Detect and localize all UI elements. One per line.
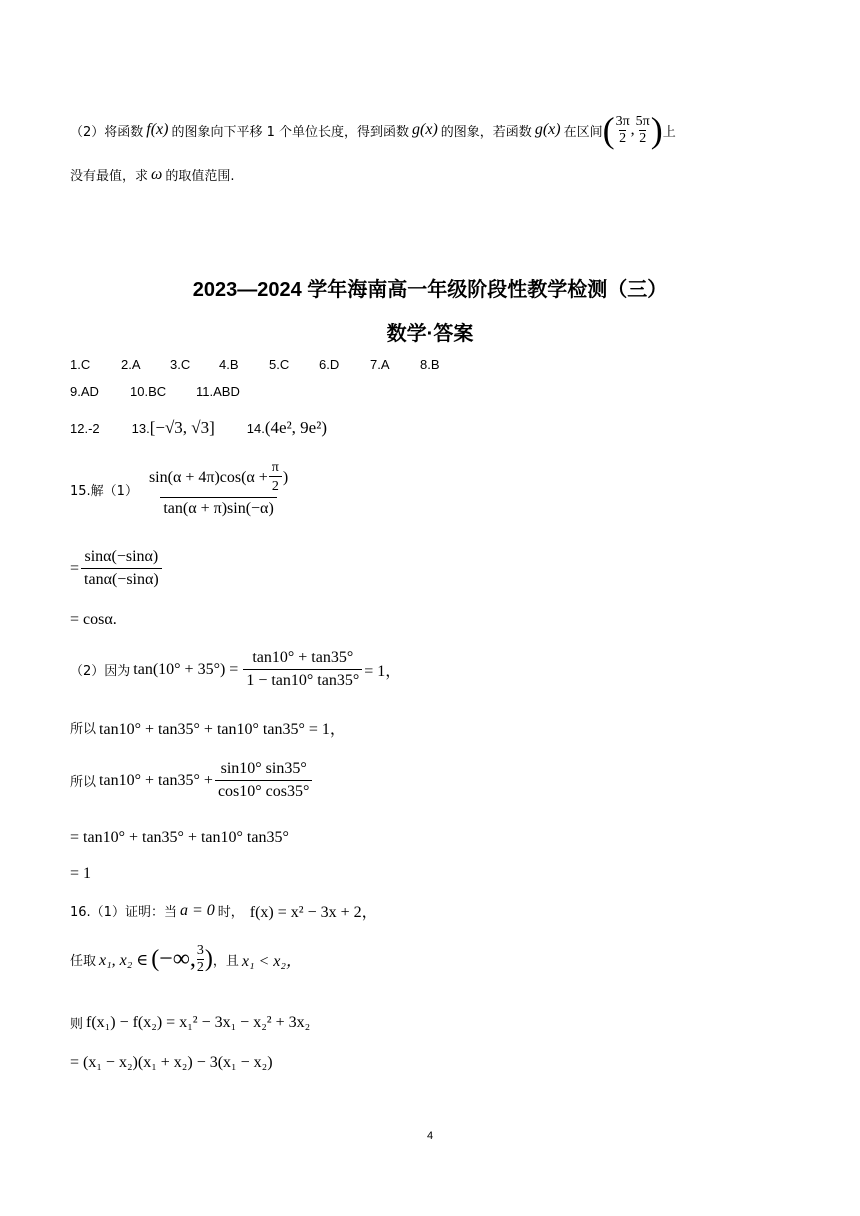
page-title: 2023—2024 学年海南高一年级阶段性教学检测（三） [192,279,668,301]
numerator-text: sin(α + 4π)cos(α + [148,468,268,486]
answer-item: 3.C [170,357,191,372]
solution-16-label: 16.（1）证明：当 [70,905,177,920]
q2-text-1: （2）将函数 [70,124,144,140]
page-number: 4 [426,1130,434,1142]
numerator-close: ) [282,468,289,486]
interval-lower-den: 2 [619,130,627,146]
answer-14-value: (4e², 9e²) [264,418,327,437]
omega-symbol: ω [151,165,163,183]
so2-fraction [215,760,312,801]
so2-expression: tan10° + tan35° + [99,771,213,789]
problem-2-line2 [70,165,234,184]
solution-15-eq1: = tan10° + tan35° + tan10° tan35° [70,829,289,846]
part2-numerator: tan10° + tan35° [252,649,354,666]
solution-16-take [70,943,302,976]
solution-15-part2 [70,649,401,690]
solution-16-part1 [70,899,378,922]
pi-over-2 [269,460,282,495]
interval-lower-num: 3π [615,113,630,129]
part2-denominator: 1 − tan10° tan35° [243,669,362,690]
solution-15-step2: = $\frac{\sin\alpha(-\sin\alpha)}{\tan\alpha(-\sin\alpha)}$ [70,548,164,589]
solution-15-so2 [70,760,314,801]
q2-fx: f(x) [146,121,169,138]
interval-fraction [197,943,204,976]
interval-upper-fraction [636,114,650,147]
variables: x₁, x₂ ∈ [99,951,149,969]
q2-gx: g(x) [412,121,438,138]
interval-left-paren: ( [602,110,615,150]
so2-numerator: sin10° sin35° [220,760,307,777]
answer-item: 7.A [370,357,390,372]
interval-open: (−∞, [151,946,196,972]
part2-label: （2）因为 [70,664,131,679]
part2-fraction [243,649,362,690]
interval-close: ) [204,946,213,972]
q2-gx-2: g(x) [534,121,561,138]
solution-15-label: 15.解（1） [70,483,138,499]
pi-den: 2 [269,476,282,495]
step2-fraction [81,548,162,589]
problem-2-line1: （2）将函数 f(x) 的图象向下平移 1 个单位长度，得到函数 g(x) 的图象，若函数 g(x) 在区间 ( $\frac{3\pi}{2}$ , $\frac{5\pi}{2}$ ) 上 [70,110,676,150]
interval-right-paren: ) [650,110,663,150]
when-text: 时， [217,905,244,920]
q2-text-3: 的图象，若函数 [440,124,532,140]
answer-item: 10.BC [130,384,167,399]
answer-item: 1.C [70,357,91,372]
answer-item: 2.A [121,357,141,372]
answer-item: 11.ABD [196,384,240,399]
expression-numerator [146,460,291,497]
so-label: 所以 [70,775,97,790]
solution-16-factor: = (x₁ − x₂)(x₁ + x₂) − 3(x₁ − x₂) [70,1054,273,1071]
function-definition: f(x) = x² − 3x + 2， [249,904,378,921]
answer-item: 9.AD [70,384,99,399]
answer-13-value: [−√3, √3] [149,418,215,437]
page-subtitle: 数学·答案 [386,323,474,345]
q2-text-7: 的取值范围. [165,169,235,184]
inequality: x₁ < x₂， [241,953,302,970]
and-text: ，且 [212,954,239,969]
condition-a: a = 0 [179,901,215,919]
step2-denominator: tanα(−sinα) [81,568,162,589]
solution-15-step3: = cosα. [70,611,117,628]
interval-upper-den: 2 [639,130,647,146]
answer-13-label: 13. [131,420,150,436]
part2-rhs: = 1， [364,663,402,680]
answer-12: 12.-2 [70,420,100,436]
part2-lhs: tan(10° + 35°) = [133,660,239,678]
answer-item: 5.C [269,357,290,372]
answer-item: 6.D [319,357,340,372]
q2-text-2: 的图象向下平移 1 个单位长度，得到函数 [171,124,410,140]
q2-text-5: 上 [662,124,676,140]
solution-15-eq2: = 1 [70,865,92,882]
solution-15-part1 [70,460,293,518]
interval-upper-num: 5π [635,113,650,129]
pi-num: π [271,460,279,475]
so-label: 所以 [70,722,97,737]
interval-den: 2 [196,960,204,975]
expression-denominator: tan(α + π)sin(−α) [160,497,276,518]
take-label: 任取 [70,954,97,969]
answer-item: 4.B [219,357,239,372]
so2-denominator: cos10° cos35° [215,780,312,801]
answer-item: 8.B [420,357,440,372]
so1-expression: tan10° + tan35° + tan10° tan35° = 1， [99,721,346,738]
solution-15-so1 [70,716,346,739]
interval-num: 3 [196,943,204,958]
expression-fraction [146,460,291,518]
q2-text-4: 在区间 [563,124,603,140]
q2-text-6: 没有最值，求 [70,169,149,184]
then-label: 则 [70,1017,84,1032]
answer-row-3 [70,413,327,443]
difference-expression: f(x₁) − f(x₂) = x₁² − 3x₁ − x₂² + 3x₂ [86,1013,311,1031]
solution-16-then [70,1013,310,1032]
step2-numerator: sinα(−sinα) [84,548,159,565]
interval-lower-fraction [616,114,630,147]
answer-14-label: 14. [246,420,265,436]
